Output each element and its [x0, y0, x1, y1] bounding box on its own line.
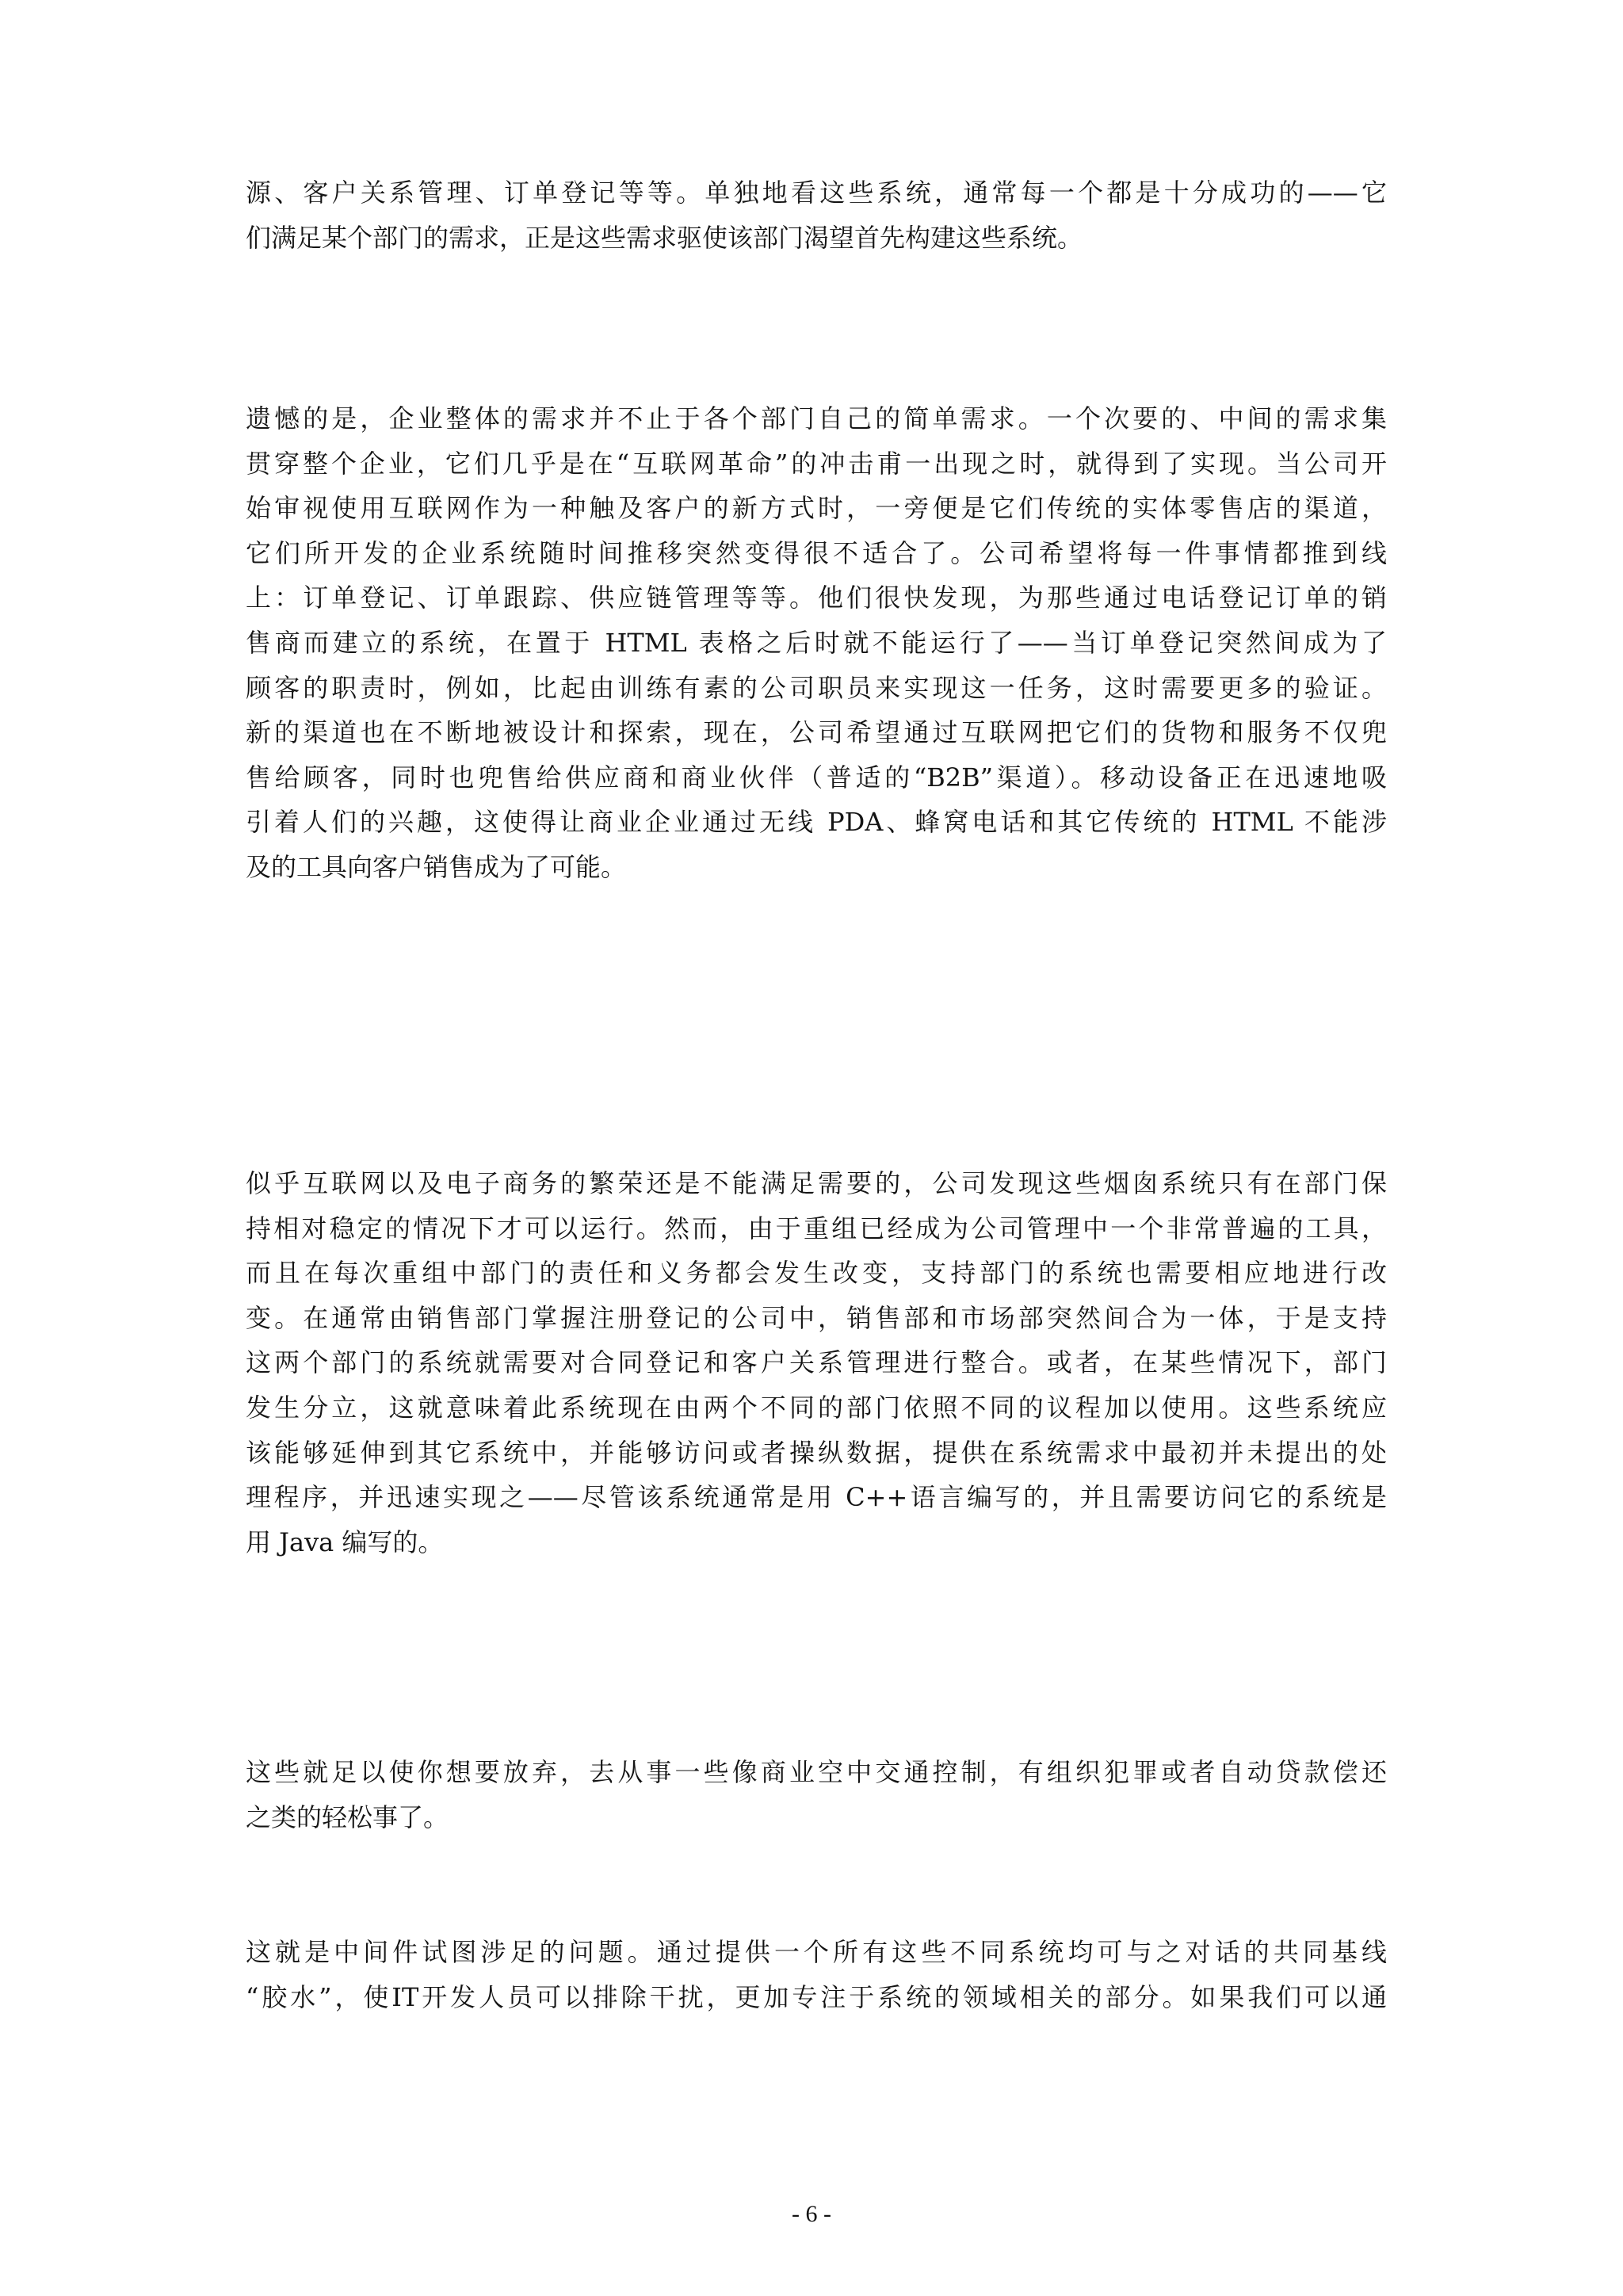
text-line: 顾客的职责时，例如，比起由训练有素的公司职员来实现这一任务，这时需要更多的验证。 — [246, 672, 1387, 703]
text-line: “胶水”，使IT开发人员可以排除干扰，更加专注于系统的领域相关的部分。如果我们可以通 — [246, 1981, 1387, 2012]
text-line: 发生分立，这就意味着此系统现在由两个不同的部门依照不同的议程加以使用。这些系统应 — [246, 1392, 1387, 1423]
text-line: 似乎互联网以及电子商务的繁荣还是不能满足需要的，公司发现这些烟囱系统只有在部门保 — [246, 1168, 1387, 1198]
text-line: 始审视使用互联网作为一种触及客户的新方式时，一旁便是它们传统的实体零售店的渠道， — [246, 493, 1387, 524]
paragraph-1 — [246, 170, 1387, 260]
text-line: 遗憾的是，企业整体的需求并不止于各个部门自己的简单需求。一个次要的、中间的需求集 — [246, 403, 1387, 434]
text-line: 这些就足以使你想要放弃，去从事一些像商业空中交通控制，有组织犯罪或者自动贷款偿还 — [246, 1757, 1387, 1787]
text-line: 贯穿整个企业，它们几乎是在“互联网革命”的冲击甫一出现之时，就得到了实现。当公司开 — [246, 448, 1387, 479]
text-line: 引着人们的兴趣，这使得让商业企业通过无线 PDA、蜂窝电话和其它传统的 HTML 不能涉 — [246, 807, 1387, 838]
text-line: 之类的轻松事了。 — [246, 1801, 449, 1832]
text-line: 该能够延伸到其它系统中，并能够访问或者操纵数据，提供在系统需求中最初并未提出的处 — [246, 1437, 1387, 1468]
text-line: 售给顾客，同时也兜售给供应商和商业伙伴（普适的“B2B”渠道）。移动设备正在迅速地吸 — [246, 762, 1387, 793]
text-line: 们满足某个部门的需求，正是这些需求驱使该部门渴望首先构建这些系统。 — [246, 222, 1083, 253]
text-line: 上：订单登记、订单跟踪、供应链管理等等。他们很快发现，为那些通过电话登记订单的销 — [246, 583, 1387, 613]
text-line: 及的工具向客户销售成为了可能。 — [246, 851, 627, 882]
text-line: 它们所开发的企业系统随时间推移突然变得很不适合了。公司希望将每一件事情都推到线 — [246, 537, 1387, 568]
text-line: 售商而建立的系统，在置于 HTML 表格之后时就不能运行了——当订单登记突然间成为了 — [246, 627, 1387, 658]
paragraph-3 — [246, 1161, 1387, 1564]
text-line: 变。在通常由销售部门掌握注册登记的公司中，销售部和市场部突然间合为一体，于是支持 — [246, 1302, 1387, 1333]
page-number: - 6 - — [792, 2201, 831, 2227]
text-line: 源、客户关系管理、订单登记等等。单独地看这些系统，通常每一个都是十分成功的——它 — [246, 178, 1387, 208]
text-line: 这就是中间件试图涉足的问题。通过提供一个所有这些不同系统均可与之对话的共同基线 — [246, 1937, 1387, 1967]
paragraph-5 — [246, 1930, 1387, 2019]
paragraph-4 — [246, 1750, 1387, 1839]
text-line: 新的渠道也在不断地被设计和探索，现在，公司希望通过互联网把它们的货物和服务不仅兜 — [246, 717, 1387, 748]
text-line: 用 Java 编写的。 — [246, 1526, 444, 1557]
text-line: 理程序，并迅速实现之——尽管该系统通常是用 C++语言编写的，并且需要访问它的系统是 — [246, 1482, 1387, 1513]
text-line: 这两个部门的系统就需要对合同登记和客户关系管理进行整合。或者，在某些情况下，部门 — [246, 1347, 1387, 1378]
text-line: 持相对稳定的情况下才可以运行。然而，由于重组已经成为公司管理中一个非常普遍的工具， — [246, 1213, 1387, 1244]
paragraph-2 — [246, 396, 1387, 890]
text-line: 而且在每次重组中部门的责任和义务都会发生改变，支持部门的系统也需要相应地进行改 — [246, 1258, 1387, 1289]
